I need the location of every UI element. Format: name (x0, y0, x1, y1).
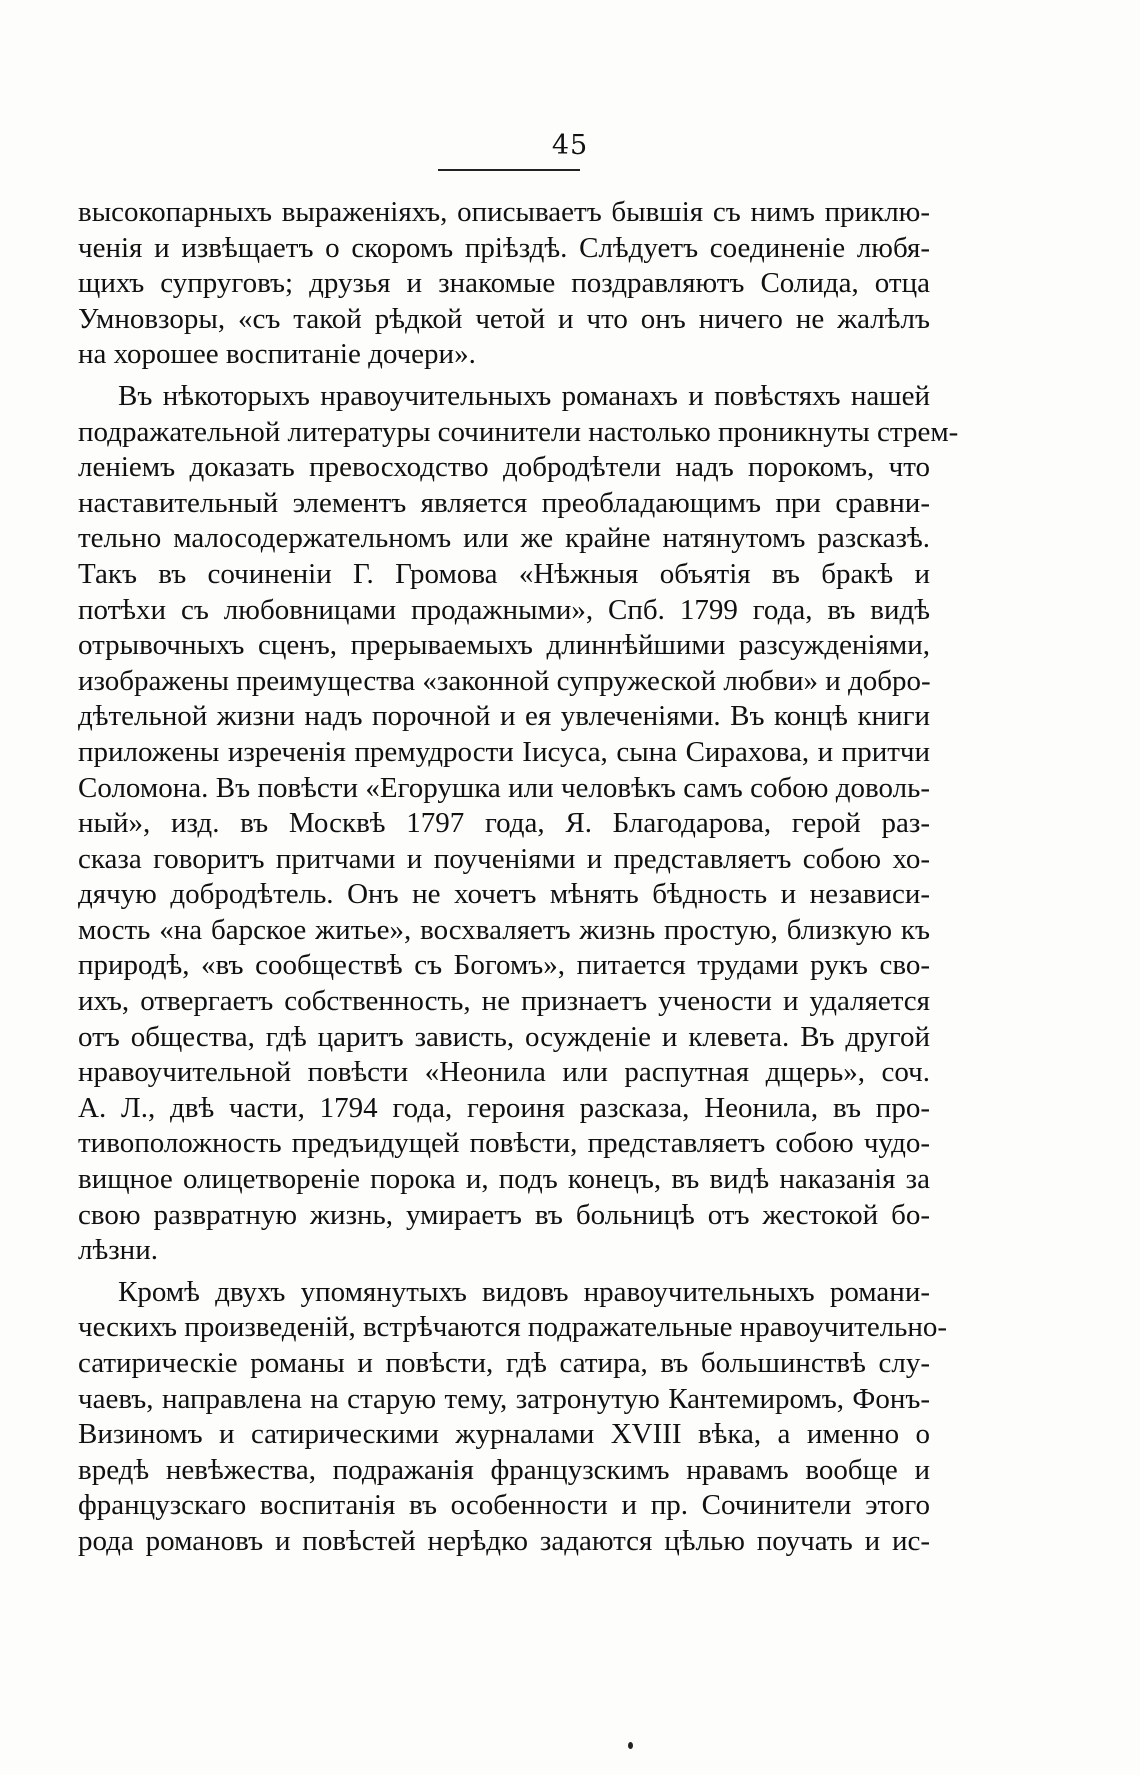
text-line: рода романовъ и повѣстей нерѣдко задаются цѣлью поучать и ис- (78, 1524, 930, 1557)
text-line: Умновзоры, «съ такой рѣдкой четой и что онъ ничего не жалѣлъ (78, 302, 930, 335)
text-line: сказа говоритъ притчами и поученiями и представляетъ собою хо- (78, 842, 930, 875)
text-line: дячую добродѣтель. Онъ не хочетъ мѣнять бѣдность и независи- (78, 878, 930, 911)
text-line: щихъ супруговъ; друзья и знакомые поздравляютъ Солида, отца (78, 267, 930, 300)
text-line: на хорошее воспитанiе дочери». (78, 338, 476, 371)
text-line: мость «на барское житье», восхваляетъ жизнь простую, близкую къ (78, 913, 930, 946)
text-line: подражательной литературы сочинители настолько проникнуты стрем- (78, 415, 959, 448)
header-rule (438, 169, 580, 171)
paragraph-1 (78, 195, 930, 373)
text-line: Такъ въ сочиненiи Г. Громова «Нѣжныя объятiя въ бракѣ и (78, 557, 930, 590)
text-line: чаевъ, направлена на старую тему, затронутую Кантемиромъ, Фонъ- (78, 1382, 930, 1415)
text-line: нравоучительной повѣсти «Неонила или распутная дщерь», соч. (78, 1056, 930, 1089)
text-line: изображены преимущества «законной супружеской любви» и добро- (78, 664, 931, 697)
paragraph-3 (78, 1275, 948, 1560)
text-line: тельно малосодержательномъ или же крайне натянутомъ разсказѣ. (78, 522, 930, 555)
text-line: ленiемъ доказать превосходство добродѣтели надъ порокомъ, что (78, 451, 930, 484)
text-line: наставительный элементъ является преобладающимъ при сравни- (78, 486, 930, 519)
text-line: ческихъ произведенiй, встрѣчаются подражательные нравоучительно- (78, 1311, 948, 1344)
text-line: приложены изреченiя премудрости Iисуса, сына Сирахова, и притчи (78, 735, 930, 768)
text-line: высокопарныхъ выраженiяхъ, описываетъ бывшiя съ нимъ приклю- (78, 196, 930, 228)
text-line: французскаго воспитанiя въ особенности и пр. Сочинители этого (78, 1489, 930, 1522)
text-line: ченiя и извѣщаетъ о скоромъ прiѣздѣ. Слѣдуетъ соединенiе любя- (78, 231, 930, 264)
body-text (78, 195, 959, 1560)
text-line: вредѣ невѣжества, подражанiя французскимъ нравамъ вообще и (78, 1453, 930, 1486)
text-line: отъ общества, гдѣ царитъ зависть, осужденiе и клевета. Въ другой (78, 1020, 930, 1053)
ink-speck (628, 1742, 633, 1749)
text-line: дѣтельной жизни надъ порочной и ея увлеченiями. Въ концѣ книги (78, 700, 930, 733)
text-line: ный», изд. въ Москвѣ 1797 года, Я. Благодарова, герой раз- (78, 807, 930, 840)
text-line: лѣзни. (78, 1234, 158, 1267)
text-line: отрывочныхъ сценъ, прерываемыхъ длиннѣйшими разсужденiями, (78, 629, 930, 662)
text-line: Въ нѣкоторыхъ нравоучительныхъ романахъ и повѣстяхъ нашей (118, 379, 930, 412)
text-line: свою развратную жизнь, умираетъ въ больницѣ отъ жестокой бо- (78, 1198, 930, 1231)
text-line: потѣхи съ любовницами продажными», Спб. 1799 года, въ видѣ (78, 593, 930, 626)
text-line: тивоположность предъидущей повѣсти, представляетъ собою чудо- (78, 1127, 930, 1160)
page-number: 45 (551, 130, 589, 161)
text-line: сатирическiе романы и повѣсти, гдѣ сатира, въ большинствѣ слу- (78, 1347, 930, 1379)
text-line: А. Л., двѣ части, 1794 года, героиня разсказа, Неонила, въ про- (78, 1091, 930, 1124)
text-line: Визиномъ и сатирическими журналами XVIII вѣка, а именно о (78, 1418, 930, 1451)
text-line: природѣ, «въ сообществѣ съ Богомъ», питается трудами рукъ сво- (78, 949, 930, 982)
text-line: Соломона. Въ повѣсти «Егорушка или человѣкъ самъ собою доволь- (78, 771, 930, 804)
text-line: Кромѣ двухъ упомянутыхъ видовъ нравоучительныхъ романи- (118, 1275, 930, 1308)
text-line: ихъ, отвергаетъ собственность, не признаетъ учености и удаляется (78, 985, 930, 1018)
text-line: вищное олицетворенiе порока и, подъ конецъ, въ видѣ наказанiя за (78, 1163, 930, 1196)
paragraph-2 (78, 379, 959, 1269)
